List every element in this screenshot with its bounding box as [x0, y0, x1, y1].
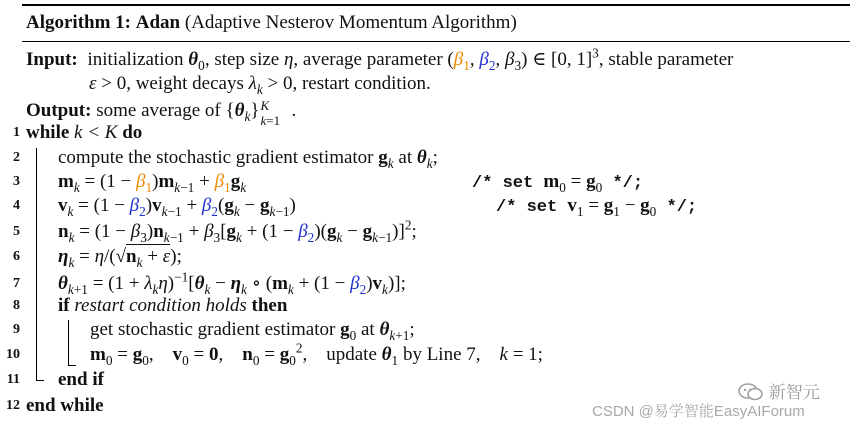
while-scope-bar	[36, 148, 37, 380]
comment-4: /* set $v_1 = g_1 - g_0$ */;	[496, 195, 698, 219]
header-rule	[22, 41, 850, 42]
algorithm-title: Algorithm 1: Adan (Adaptive Nesterov Momentum Algorithm)	[26, 12, 517, 33]
input-line-2: ε > 0, weight decays $\lambda_k > 0$, restart condition.	[89, 73, 431, 97]
brand-watermark: 新智元	[738, 378, 820, 403]
comment-3: /* set $m_0 = g_0$ */;	[472, 171, 644, 195]
output-line: Output: some average of $\{\theta_k\}$ K k=1 .	[26, 97, 297, 128]
line-number: 10	[6, 347, 20, 362]
line-number: 7	[13, 276, 20, 291]
while-line: while k < K do	[26, 122, 143, 143]
if-scope-tick	[68, 365, 76, 366]
line-number: 8	[13, 298, 20, 313]
algo-line-9: get stochastic gradient estimator $g_0$ at $\theta_{k+1}$;	[90, 319, 415, 343]
while-scope-tick	[36, 380, 44, 381]
credit-watermark: CSDN @易学智能EasyAIForum	[592, 403, 805, 420]
algo-line-5: $n_k = (1 - \beta_3)n_{k-1} + \beta_3[g_k + (1 - \beta_2)(g_k - g_{k-1})]^2$;	[58, 217, 417, 245]
end-if-line: end if	[58, 369, 104, 390]
line-number: 5	[13, 224, 20, 239]
line-number: 3	[13, 174, 20, 189]
end-while-line: end while	[26, 395, 104, 416]
input-line-1: Input: initialization $\theta_0$, step size η, average parameter ($\beta_1$, $\beta_2$, $\beta_3$) ∈ [0, 1]$^3$, stable parameter	[26, 45, 734, 73]
wechat-icon	[738, 383, 764, 401]
line-number: 1	[13, 125, 20, 140]
if-scope-bar	[68, 320, 69, 365]
top-rule	[22, 4, 850, 6]
line-number: 4	[13, 198, 20, 213]
algo-line-2: compute the stochastic gradient estimator $g_k$ at $\theta_k$;	[58, 147, 438, 171]
line-number: 2	[13, 150, 20, 165]
algo-line-7: $\theta_{k+1} = (1 + \lambda_k\eta)^{-1}[\theta_k - \eta_k$ ∘ $(m_k + (1 - \beta_2)v_k)$];	[58, 269, 406, 297]
algo-line-4: $v_k = (1 - \beta_2)v_{k-1} + \beta_2(g_k - g_{k-1})$	[58, 195, 296, 219]
line-number: 12	[6, 398, 20, 413]
line-number: 11	[6, 372, 20, 387]
algo-line-10: $m_0 = g_0$, $v_0 = 0$, $n_0 = g_0^2$, update $\theta_1$ by Line 7, k = 1;	[90, 340, 543, 368]
line-number: 9	[13, 322, 20, 337]
if-line: if restart condition holds then	[58, 295, 288, 316]
algo-line-6: $\eta_k = \eta/(√n_k + \varepsilon)$;	[58, 246, 182, 270]
algo-line-3: $m_k = (1 - \beta_1)m_{k-1} + \beta_1g_k$	[58, 171, 247, 195]
line-number: 6	[13, 249, 20, 264]
